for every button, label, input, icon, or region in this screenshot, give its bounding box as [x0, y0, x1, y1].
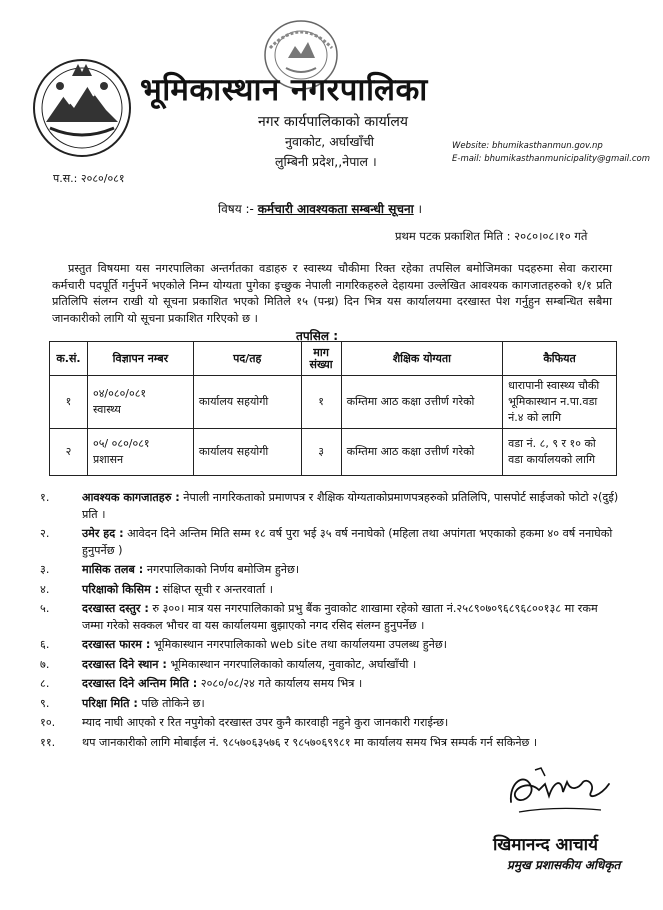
address-line-2: लुम्बिनी प्रदेश,,नेपाल । [275, 154, 377, 169]
list-item [40, 601, 620, 634]
col-header-adv-no: विज्ञापन नम्बर [87, 342, 193, 376]
municipality-emblem-icon [30, 56, 134, 160]
handwritten-signature [505, 762, 615, 822]
signer-title: प्रमुख प्रशासकीय अधिकृत [507, 858, 621, 872]
item-heading: दरखास्त दिने अन्तिम मिति : [82, 677, 198, 690]
item-text: नेपाली नागरिकताको प्रमाणपत्र र शैक्षिक योग्यताकोप्रमाणपत्रहरुको प्रतिलिपि, पासपोर्ट साईजको फोटो २(दुई) प्रति । [82, 491, 619, 521]
subject-line [218, 200, 422, 217]
signer-name: खिमानन्द आचार्य [493, 835, 598, 855]
list-item [40, 696, 620, 713]
item-text: थप जानकारीको लागि मोबाईल नं. ९८५७०६३५७६ र ९८५७०६९९८१ मा कार्यालय समय भित्र सम्पर्क गर्न सकिनेछ । [82, 735, 538, 749]
publish-date: प्रथम पटक प्रकाशित मिति : २०८०।०८।१० गते [395, 229, 588, 243]
adv-number: ०५/ ०८०/०८१ [92, 437, 150, 450]
item-heading: परिक्षाको किसिम : [82, 582, 160, 596]
cell-sn: १ [50, 376, 88, 429]
list-item [40, 562, 620, 579]
col-header-qualification: शैक्षिक योग्यता [341, 342, 503, 376]
item-heading: आवश्यक कागजातहरु : [82, 491, 180, 504]
item-heading: दरखास्त दस्तुर : [82, 602, 149, 615]
cell-post: कार्यालय सहयोगी [193, 376, 301, 429]
website-text[interactable]: Website: bhumikasthanmun.gov.np [452, 141, 603, 151]
intro-text: प्रस्तुत विषयमा यस नगरपालिका अन्तर्गतका वडाहरु र स्वास्थ्य चौकीमा रिक्त रहेका तपसिल बमोजिमका पदहरुमा सेवा करारमा कर्मचारी पदपूर्ति गर्नुपर्ने भएकोले निम्न योग्यता पुगेका इच्छुक नेपाली नागरिकहरुले देहायमा उल्लेखित आवश्यक कागजातहरुको १/१ प्रति प्रतिलिपि संलग्न राखी यो सूचना प्रकाशित भएको मितिले १५ (पन्ध्र) दिन भित्र यस कार्यालयमा दरखास्त पेश गर्नुहुन सम्बन्धित सबैमा जानकारीको लागि यो सूचना प्रकाशित गरिएको छ । [52, 262, 612, 325]
table-row [50, 429, 617, 476]
item-text: रु ३००। मात्र यस नगरपालिकाको प्रभु बैंक नुवाकोट शाखामा रहेको खाता नं.२५८९०७०९६८९६८००१३८ मा रकम जम्मा गरेको सक्कल भौचर वा यस कार्यालयमा बुझाएको नगद रसिद संलग्न हुनुपर्नेछ । [82, 602, 598, 632]
conditions-list [40, 490, 620, 754]
item-heading: उमेर हद : [82, 527, 124, 540]
cell-count: ३ [301, 429, 341, 476]
adv-type: स्वास्थ्य [92, 403, 121, 416]
item-number: १. [40, 491, 50, 504]
list-item [40, 715, 620, 732]
adv-type: प्रशासन [92, 453, 124, 466]
cell-qualification: कम्तिमा आठ कक्षा उत्तीर्ण गरेको [341, 376, 503, 429]
organization-name: भूमिकास्थान नगरपालिका [140, 72, 428, 108]
item-text: २०८०/०८/२४ गते कार्यालय समय भित्र । [197, 677, 363, 690]
table-title: तपसिल : [296, 329, 338, 343]
list-item [40, 735, 620, 752]
cell-qualification: कम्तिमा आठ कक्षा उत्तीर्ण गरेको [341, 429, 503, 476]
table-row [50, 376, 617, 429]
item-text: पछि तोकिने छ। [137, 696, 205, 710]
list-item [40, 676, 620, 693]
cell-adv-no [87, 376, 193, 429]
item-text: नगरपालिकाको निर्णय बमोजिम हुनेछ। [143, 563, 300, 576]
address-line-1: नुवाकोट, अर्घाखाँची [285, 134, 375, 149]
adv-number: ०४/०८०/०८१ [92, 387, 147, 400]
item-number: ७. [40, 657, 50, 671]
vacancy-table [49, 341, 617, 476]
item-heading: दरखास्त दिने स्थान : [82, 657, 167, 671]
item-number: ३. [40, 563, 50, 576]
item-number: ११. [40, 735, 56, 749]
item-number: ८. [40, 677, 50, 690]
item-number: ४. [40, 582, 50, 596]
reference-number: प.स.: २०८०/०८१ [53, 172, 125, 185]
list-item [40, 657, 620, 674]
item-number: ९. [40, 696, 50, 710]
item-text: संक्षिप्त सूची र अन्तरवार्ता । [159, 582, 273, 596]
contact-block [452, 140, 650, 166]
list-item [40, 582, 620, 599]
col-header-count: माग संख्या [301, 342, 341, 376]
list-item [40, 490, 620, 523]
item-number: ५. [40, 602, 50, 615]
subject-prefix: विषय :- [218, 202, 254, 216]
cell-remarks: धारापानी स्वास्थ्य चौकी भूमिकास्थान न.पा.वडा नं.४ को लागि [503, 376, 617, 429]
item-number: १०. [40, 716, 56, 729]
cell-remarks: वडा नं. ८, ९ र १० को वडा कार्यालयको लागि [503, 429, 617, 476]
col-header-sn: क.सं. [50, 342, 88, 376]
cell-sn: २ [50, 429, 88, 476]
table-header-row [50, 342, 617, 376]
item-number: ६. [40, 638, 50, 651]
item-heading: दरखास्त फारम : [82, 638, 151, 651]
subject-text: कर्मचारी आवश्यकता सम्बन्धी सूचना [257, 202, 414, 216]
list-item [40, 637, 620, 654]
item-heading: परिक्षा मिति : [82, 696, 138, 710]
intro-paragraph [52, 261, 612, 327]
item-text: भूमिकास्थान नगरपालिकाको कार्यालय, नुवाकोट, अर्घाखाँची । [166, 657, 417, 671]
cell-adv-no [87, 429, 193, 476]
subject-suffix: । [417, 202, 423, 216]
list-item [40, 526, 620, 559]
cell-count: १ [301, 376, 341, 429]
item-text: भूमिकास्थान नगरपालिकाको web site तथा कार्यालयमा उपलब्ध हुनेछ। [150, 638, 447, 651]
col-header-remarks: कैफियत [503, 342, 617, 376]
item-text: आवेदन दिने अन्तिम मिति सम्म १८ वर्ष पुरा भई ३५ वर्ष ननाघेको (महिला तथा अपांगता भएकाको हकमा ४० वर्ष ननाघेको हुनुपर्नेछ ) [82, 527, 613, 557]
item-text: म्याद नाघी आएको र रित नपुगेको दरखास्त उपर कुनै कारवाही नहुने कुरा जानकारी गराईन्छ। [82, 716, 449, 729]
item-number: २. [40, 527, 50, 540]
col-header-post: पद/तह [193, 342, 301, 376]
email-text[interactable]: E-mail: bhumikasthanmunicipality@gmail.com [452, 154, 651, 164]
cell-post: कार्यालय सहयोगी [193, 429, 301, 476]
office-name: नगर कार्यपालिकाको कार्यालय [258, 114, 408, 130]
item-heading: मासिक तलब : [82, 563, 144, 576]
